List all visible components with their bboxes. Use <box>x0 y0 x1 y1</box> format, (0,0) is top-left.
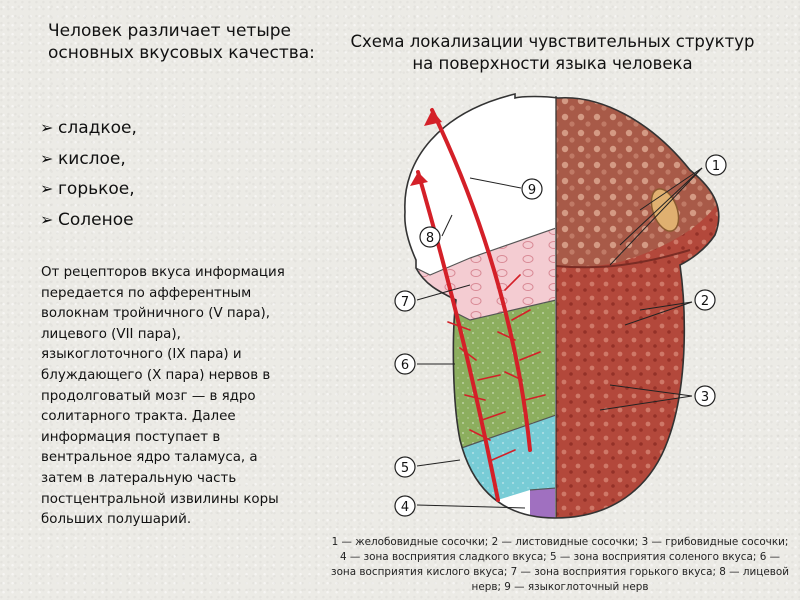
main-heading: Человек различает четыре основных вкусовых качества: <box>48 21 315 63</box>
svg-text:6: 6 <box>400 358 410 373</box>
svg-text:3: 3 <box>700 390 710 405</box>
diagram-legend-caption: 1 — желобовидные сосочки; 2 — листовидные сосочки; 3 — грибовидные сосочки; 4 — зона восприятия сладкого вкуса; 5 — зона восприятия соленого вкуса; 6 — зона восприятия кислого вкуса; 7 — зона восприятия горького вкуса; 8 — лицевой нерв; 9 — языкоглоточный нерв <box>331 536 789 593</box>
taste-qualities-list <box>40 113 137 235</box>
list-item <box>40 205 137 236</box>
quality-sour: кислое, <box>58 148 126 169</box>
svg-text:5: 5 <box>400 461 410 476</box>
arrow-bullet-icon: ➢ <box>40 209 54 229</box>
list-item <box>40 113 137 144</box>
quality-bitter: горькое, <box>58 179 135 199</box>
list-item <box>40 144 137 175</box>
callout-5 <box>395 457 415 477</box>
nerve-pathway-paragraph: От рецепторов вкуса информация передается по афферентным волокнам тройничного (V пара), лицевого (VII пара), языкоглоточного (IX пара) и блуждающего (X пара) нервов в продолговатый мозг — в ядро солитарного тракта. Далее информация поступает в вентральное ядро таламуса, а затем в латеральную часть постцентральной извилины коры больших полушарий. <box>41 265 285 528</box>
callout-2 <box>695 290 715 310</box>
diagram-title <box>325 31 780 75</box>
tongue-diagram <box>375 84 765 524</box>
callout-1 <box>706 155 726 175</box>
arrow-bullet-icon: ➢ <box>40 179 54 198</box>
svg-text:4: 4 <box>400 500 410 515</box>
list-item <box>40 174 137 205</box>
callout-3 <box>695 386 715 406</box>
diagram-title-line1: Схема локализации чувствительных структур <box>350 32 755 51</box>
quality-sweet: сладкое, <box>58 118 137 138</box>
diagram-title-line2: на поверхности языка человека <box>412 54 693 73</box>
callout-8 <box>420 227 440 247</box>
quality-salty: Соленое <box>58 209 134 230</box>
callout-7 <box>395 291 415 311</box>
callout-4 <box>395 496 415 516</box>
arrow-bullet-icon: ➢ <box>40 148 54 168</box>
svg-text:1: 1 <box>711 159 721 174</box>
callout-6 <box>395 354 415 374</box>
callout-9 <box>522 179 542 199</box>
svg-text:7: 7 <box>400 295 410 310</box>
svg-text:8: 8 <box>425 231 435 246</box>
svg-text:2: 2 <box>700 294 710 309</box>
svg-text:9: 9 <box>527 183 537 198</box>
arrow-bullet-icon: ➢ <box>40 118 54 137</box>
